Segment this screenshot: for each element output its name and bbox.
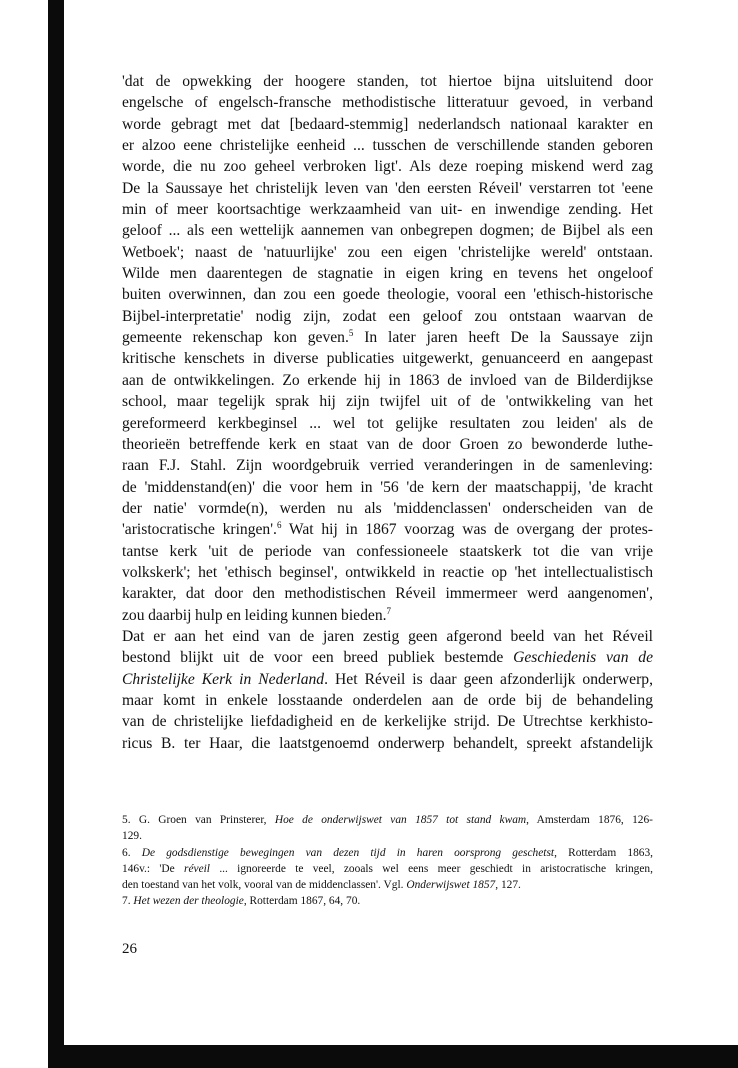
footnote-ref-7[interactable]: 7 xyxy=(386,605,392,616)
text-line: school, maar tegelijk sprak hij zijn twijfel uit of de 'ontwikkeling van het xyxy=(122,393,653,411)
footnote-6-cont xyxy=(122,877,653,893)
footnote-title: Het wezen der theologie xyxy=(133,895,244,908)
text-fragment: zou daarbij hulp en leiding kunnen bieden. xyxy=(122,606,387,624)
text-line: er alzoo eene christelijke eenheid ... tusschen de verschillende standen geboren xyxy=(122,137,653,155)
footnote-text: ... ignoreerde te veel, zooals wel eens meer geschiedt in aristocratische kringen, xyxy=(219,862,653,875)
text-line: min of meer koortsachtige werkzaamheid van uit- en inwendige zending. Het xyxy=(122,201,653,219)
scan-edge-left xyxy=(48,0,64,1068)
paragraph-2 xyxy=(122,626,653,754)
footnote-term: réveil xyxy=(184,862,210,875)
text-line: Wetboek'; naast de 'natuurlijke' zou een eigen 'christelijke wereld' ontstaan. xyxy=(122,243,653,261)
footnote-text: , Rotterdam 1863, xyxy=(554,846,653,859)
paragraph-1 xyxy=(122,71,653,626)
text-line: Bijbel-interpretatie' nodig zijn, zodat een geloof zou ontstaan waarvan de xyxy=(122,307,653,325)
text-line: maar komt in enkele losstaande onderdelen aan de orde bij de behandeling xyxy=(122,691,653,709)
text-line: engelsche of engelsch-fransche methodistische litteratuur gevoed, in verband xyxy=(122,94,653,112)
footnote-number: 7. xyxy=(122,895,131,908)
text-line: buiten overwinnen, dan zou een goede theologie, vooral een 'ethisch-historische xyxy=(122,286,653,304)
text-line: aan de ontwikkelingen. Zo erkende hij in 1863 de invloed van de Bilderdijkse xyxy=(122,371,653,389)
text-line: raan F.J. Stahl. Zijn woordgebruik verried veranderingen in de samenleving: xyxy=(122,457,653,475)
text-line xyxy=(122,605,653,626)
footnote-text: , Rotterdam 1867, 64, 70. xyxy=(243,895,361,908)
footnote-text: 146v.: 'De xyxy=(122,862,175,875)
text-line: gereformeerd kerkbeginsel ... wel tot gelijke resultaten zou leiden' als de xyxy=(122,414,653,432)
text-line: 'dat de opwekking der hoogere standen, tot hiertoe bijna uitsluitend door xyxy=(122,73,653,90)
text-line: kritische kenschets in diverse publicaties uitgewerkt, genuanceerd en aangepast xyxy=(122,350,653,368)
text-line: der natie' vormde(n), werden nu als 'middenclassen' onderscheiden van de xyxy=(122,499,653,517)
footnote-5 xyxy=(122,812,653,828)
footnote-title: De godsdienstige bewegingen van dezen tijd in haren oorsprong geschetst xyxy=(141,846,555,859)
text-line xyxy=(122,327,653,348)
text-fragment: In later jaren heeft De la Saussaye zijn xyxy=(364,329,653,347)
text-line xyxy=(122,647,653,668)
text-line: geloof ... als een wettelijk aannemen van onbegrepen dogmen; de Bijbel als een xyxy=(122,222,653,240)
footnote-6 xyxy=(122,845,653,861)
footnote-ref-5[interactable]: 5 xyxy=(348,328,354,339)
text-line xyxy=(122,669,653,690)
footnote-title: Onderwijswet 1857 xyxy=(406,879,496,892)
footnote-5-cont: 129. xyxy=(122,830,142,843)
text-fragment: gemeente rekenschap kon geven. xyxy=(122,329,349,347)
text-line: worde, die nu zoo geheel verbroken ligt'. Als deze roeping miskend werd zag xyxy=(122,158,653,176)
scan-edge-bottom xyxy=(48,1045,738,1068)
text-line: ricus B. ter Haar, die laatstgenoemd onderwerp behandelt, spreekt afstandelijk xyxy=(122,734,653,752)
book-title: Christelijke Kerk in Nederland xyxy=(122,670,325,688)
footnote-7 xyxy=(122,893,653,909)
text-fragment: bestond blijkt uit de voor een breed publiek bestemde xyxy=(122,649,504,667)
text-line: karakter, dat door den methodistischen Réveil immermeer werd aangenomen', xyxy=(122,585,653,603)
footnote-text: , 127. xyxy=(495,879,521,892)
footnote-number: 6. xyxy=(122,846,131,859)
text-line xyxy=(122,519,653,540)
text-line: Wilde men daarentegen de stagnatie in eigen kring en tevens het ongeloof xyxy=(122,265,653,283)
text-line: De la Saussaye het christelijk leven van 'den eersten Réveil' verstarren tot 'eene xyxy=(122,179,653,197)
text-fragment: 'aristocratische kringen'. xyxy=(122,521,277,539)
book-title: Geschiedenis van de xyxy=(513,649,653,667)
text-line: theorieën betreffende kerk en staat van de door Groen zo bewonderde luthe- xyxy=(122,435,653,453)
footnote-title: Hoe de onderwijswet van 1857 tot stand kwam xyxy=(274,814,527,826)
text-line: tantse kerk 'uit de periode van confessioneele staatskerk tot die van vrije xyxy=(122,542,653,560)
text-line: volkskerk'; het 'ethisch beginsel', ontwikkeld in reactie op 'het intellectualistisch xyxy=(122,563,653,581)
text-fragment: Wat hij in 1867 voorzag was de overgang der protes- xyxy=(288,521,653,539)
footnote-text: , Amsterdam 1876, 126- xyxy=(526,814,653,826)
text-line: worde gebragt met dat [bedaard-stemmig] nederlandsch nationaal karakter en xyxy=(122,115,653,133)
footnote-author: G. Groen van Prinsterer, xyxy=(138,814,267,826)
page-body xyxy=(122,71,653,754)
footnote-number: 5. xyxy=(122,814,131,826)
text-fragment: . Het Réveil is daar geen afzonderlijk onderwerp, xyxy=(324,670,653,688)
text-line: de 'middenstand(en)' die voor hem in '56 'de kern der maatschappij, 'de kracht xyxy=(122,478,653,496)
text-line: Dat er aan het eind van de jaren zestig geen afgerond beeld van het Réveil xyxy=(122,627,653,645)
page-number: 26 xyxy=(122,941,137,957)
text-line: van de christelijke liefdadigheid en de kerkelijke strijd. De Utrechtse kerkhisto- xyxy=(122,713,653,731)
footnote-ref-6[interactable]: 6 xyxy=(276,520,282,531)
footnote-6-cont xyxy=(122,861,653,877)
footnote-text: den toestand van het volk, vooral van de middenclassen'. Vgl. xyxy=(122,879,404,892)
footnotes xyxy=(122,812,653,910)
